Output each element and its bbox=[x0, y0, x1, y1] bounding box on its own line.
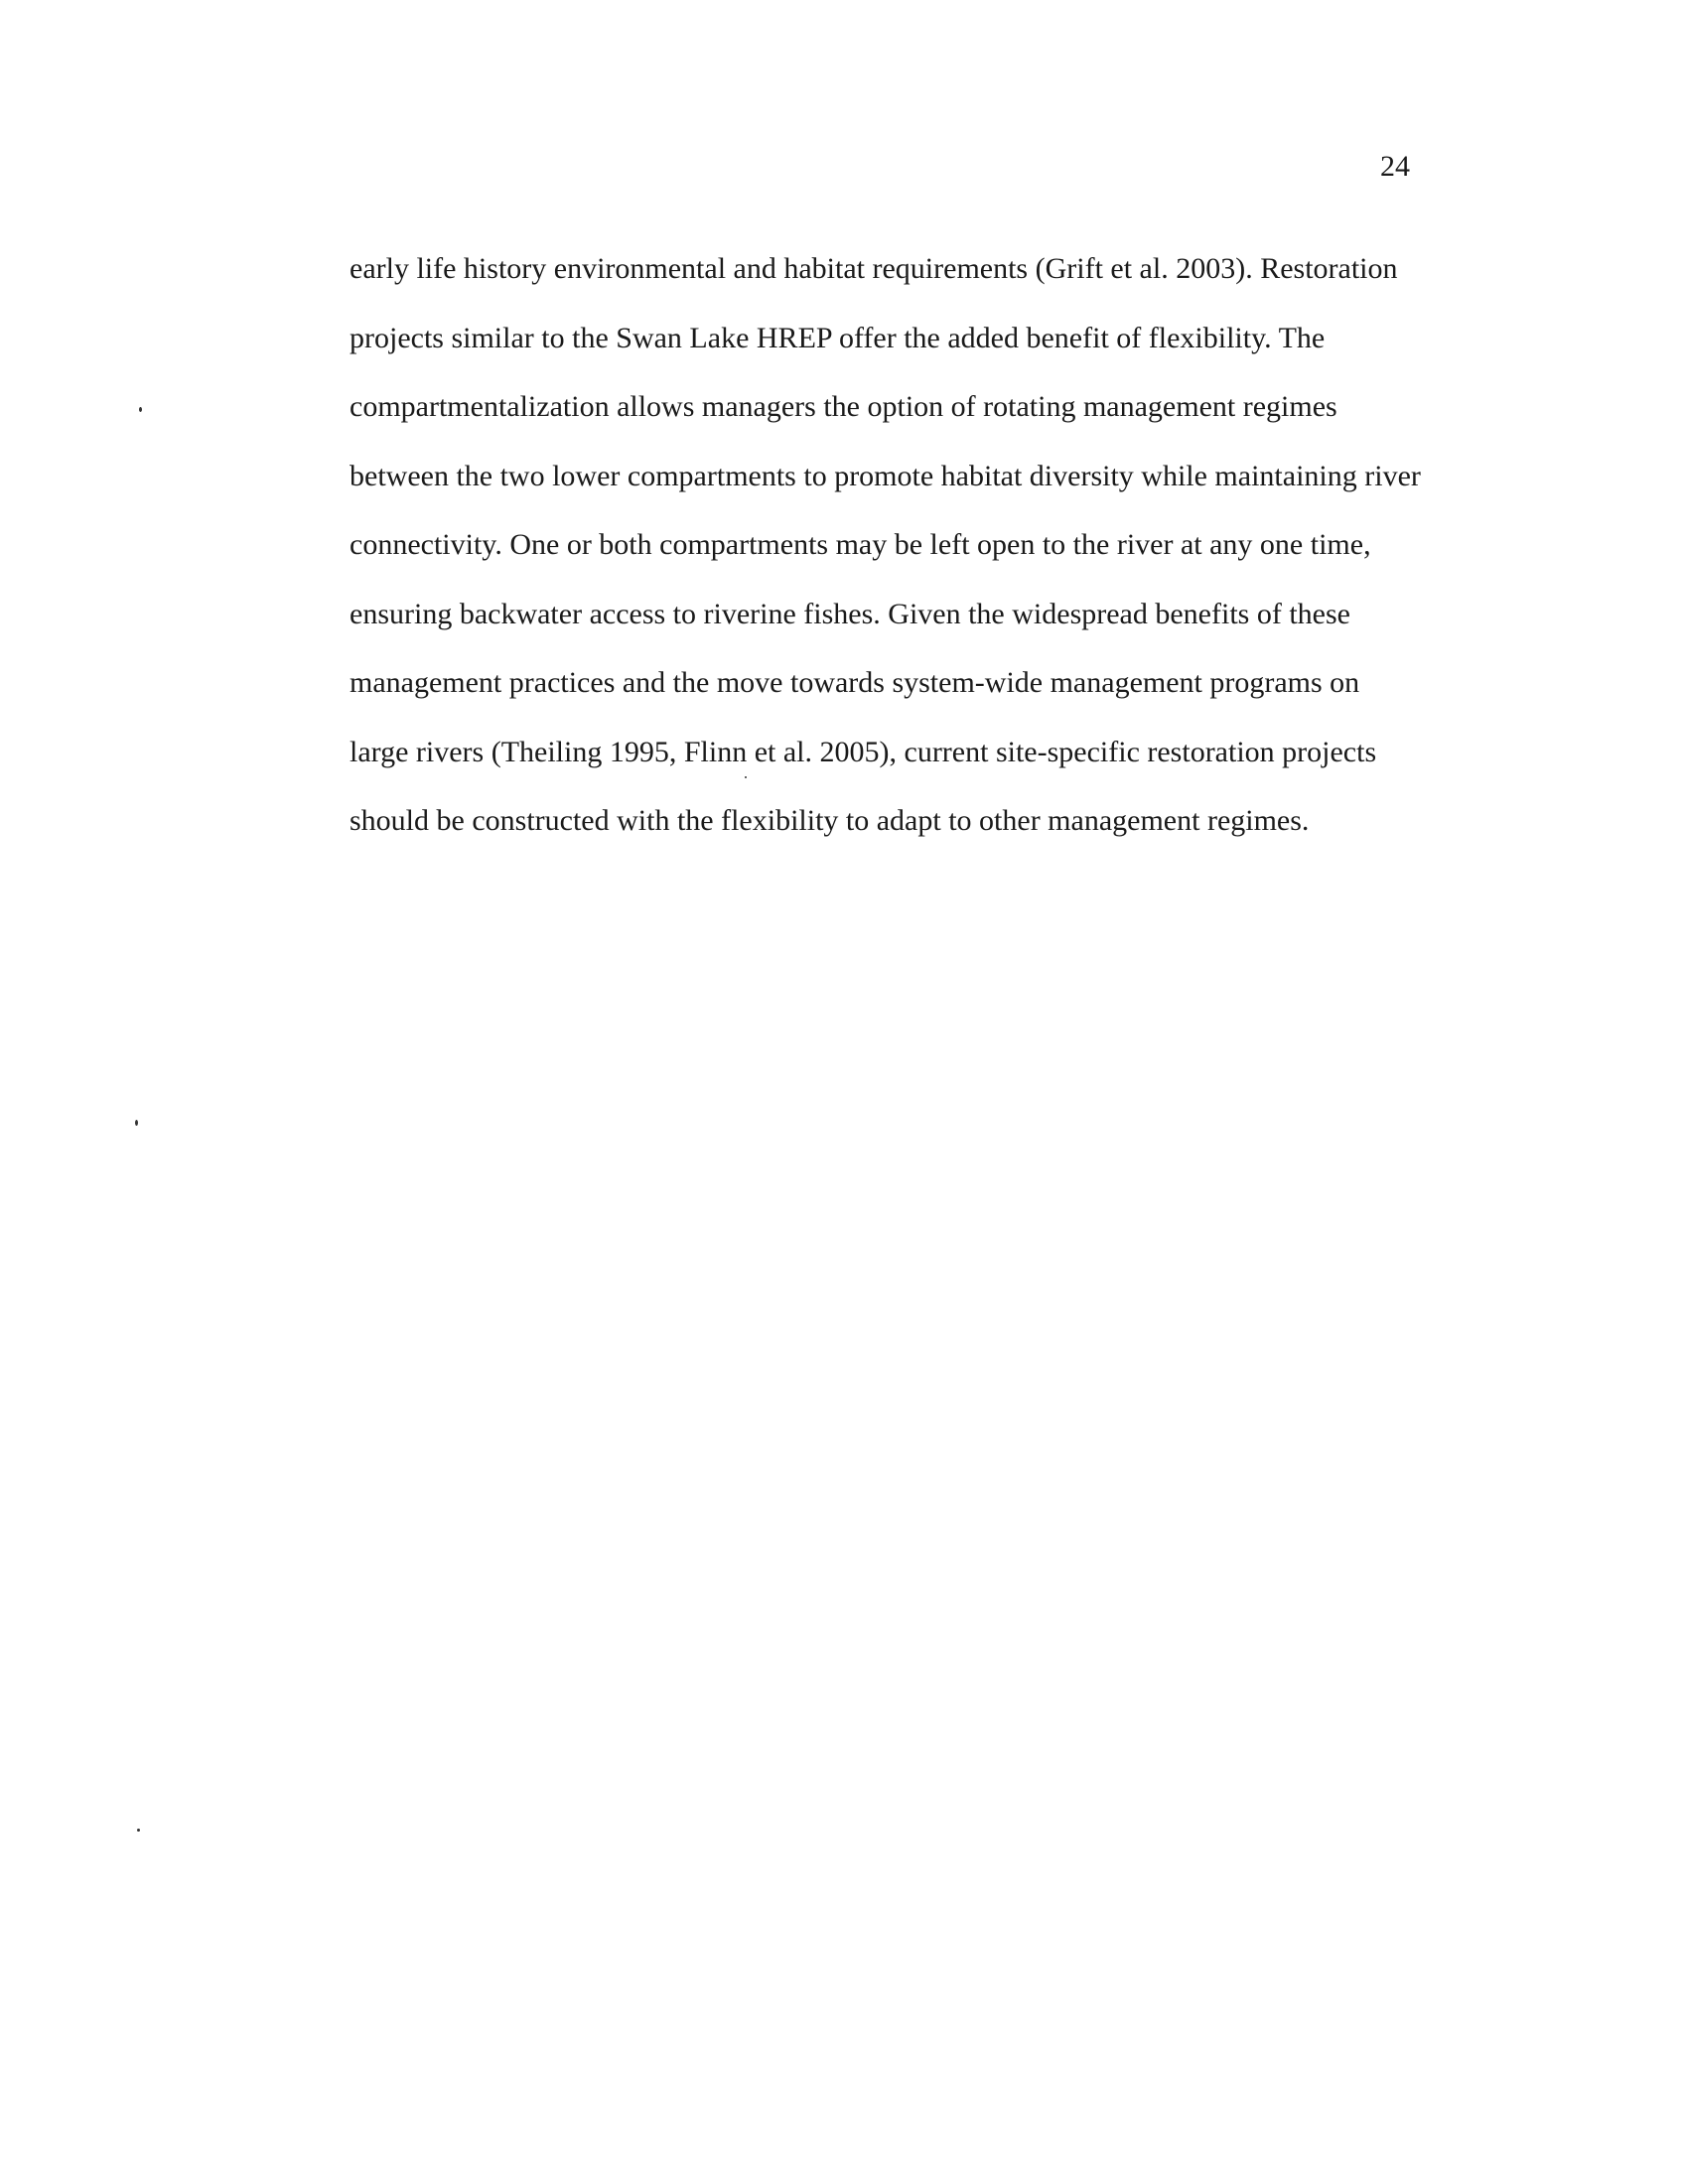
text-line: projects similar to the Swan Lake HREP offer the added benefit of flexibility. The bbox=[350, 321, 1326, 354]
scan-speck bbox=[137, 1829, 140, 1832]
scan-speck bbox=[139, 407, 142, 412]
text-line: management practices and the move towards system-wide management programs on bbox=[350, 666, 1360, 699]
text-line: early life history environmental and habitat requirements (Grift et al. 2003). Restoration bbox=[350, 252, 1398, 285]
text-line: large rivers (Theiling 1995, Flinn et al. 2005), current site-specific restoration projects bbox=[350, 735, 1377, 768]
page-number: 24 bbox=[1380, 150, 1410, 183]
text-line: ensuring backwater access to riverine fishes. Given the widespread benefits of these bbox=[350, 597, 1350, 630]
text-line: should be constructed with the flexibility to adapt to other management regimes. bbox=[350, 804, 1310, 837]
text-line: compartmentalization allows managers the option of rotating management regimes bbox=[350, 390, 1337, 423]
scan-speck bbox=[745, 776, 747, 778]
text-line: connectivity. One or both compartments may be left open to the river at any one time, bbox=[350, 528, 1371, 561]
body-paragraph bbox=[350, 234, 1462, 856]
text-line: between the two lower compartments to promote habitat diversity while maintaining river bbox=[350, 459, 1421, 492]
scan-speck bbox=[135, 1120, 138, 1126]
